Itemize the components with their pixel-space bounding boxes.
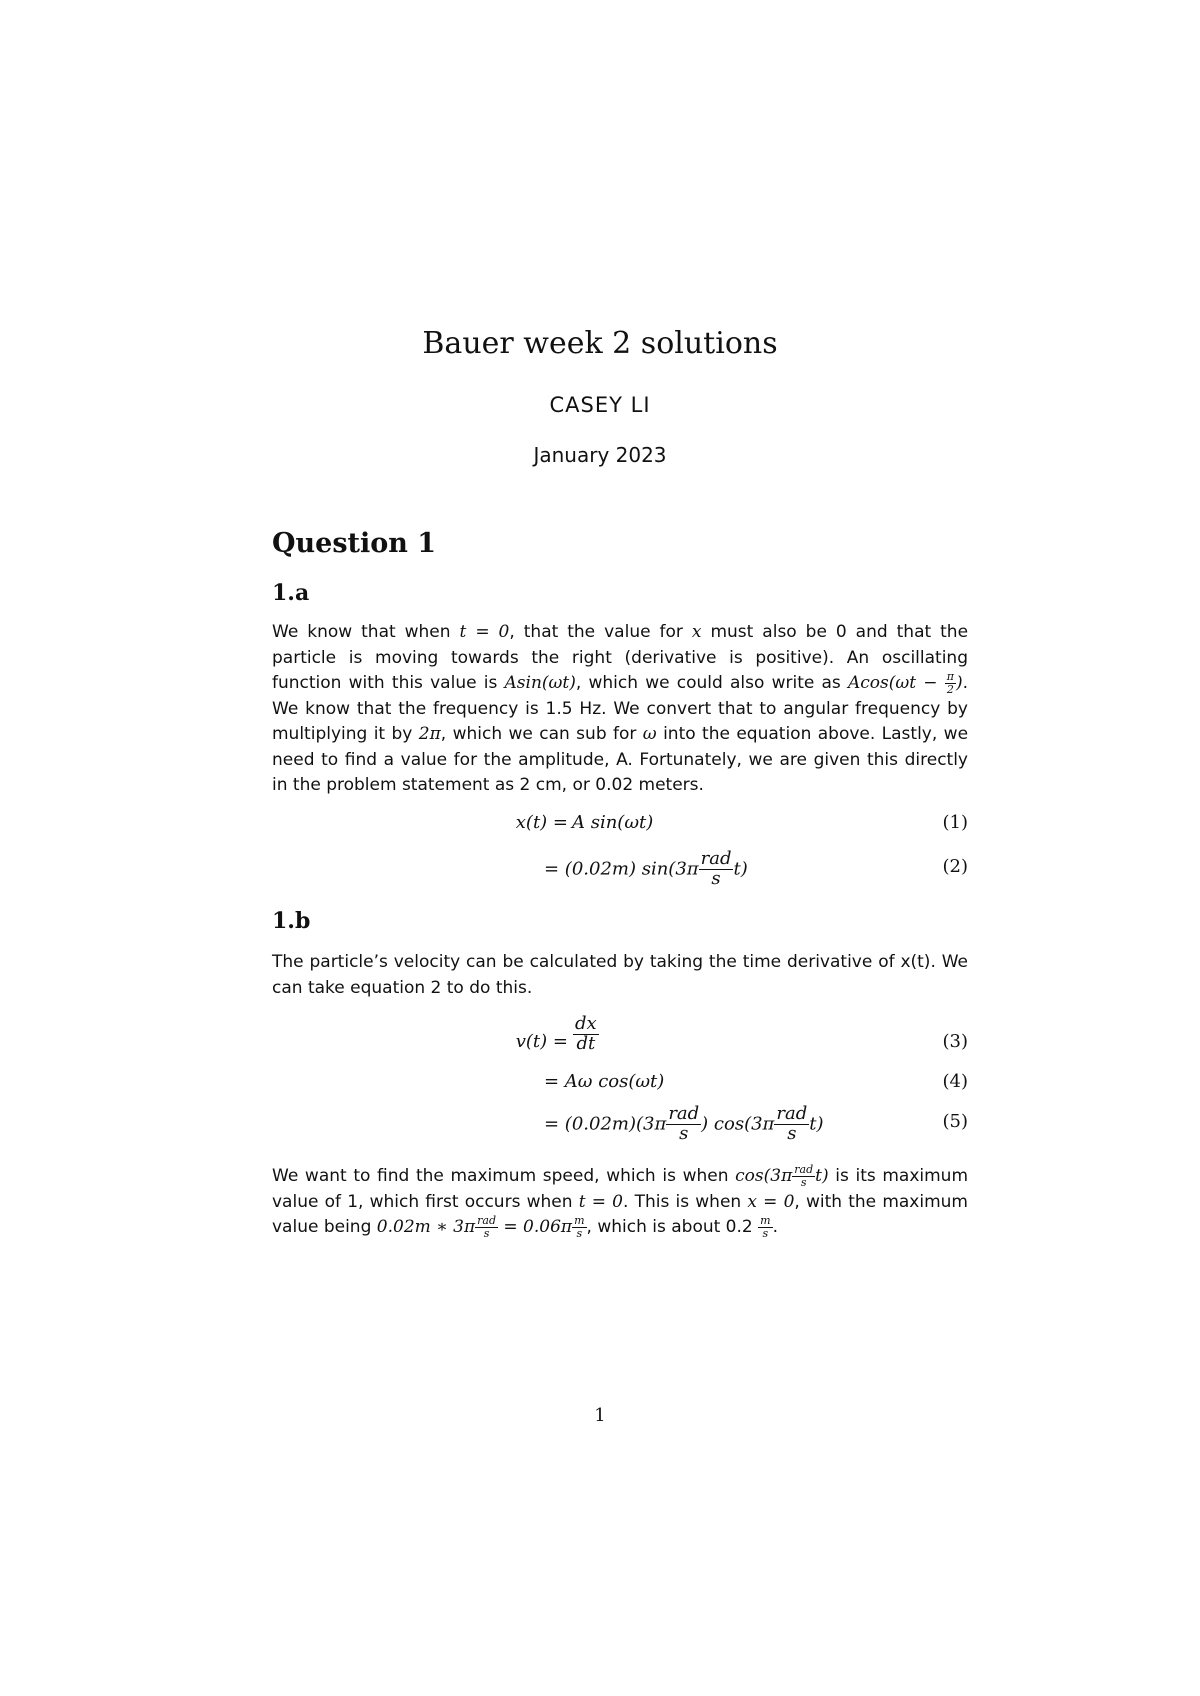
equation-rhs: = Aω cos(ωt) <box>544 1071 665 1092</box>
math-part: cos(3π <box>735 1166 793 1186</box>
equation-4 <box>272 1071 968 1101</box>
fraction-denominator: s <box>483 1227 490 1240</box>
text-span: We know that when <box>272 622 451 642</box>
fraction-denominator: s <box>711 867 721 889</box>
fraction-numerator: rad <box>794 1163 814 1177</box>
equation-5 <box>272 1101 968 1151</box>
equation-number: (4) <box>942 1071 968 1092</box>
text-span: must also be 0 and that the particle is moving towards the right (derivative is positive). An oscillating function with this value is <box>272 622 969 693</box>
text-span: , which we can sub for <box>440 724 637 744</box>
fraction-denominator: s <box>679 1122 689 1144</box>
equation-1 <box>272 812 968 842</box>
text-span: is its maximum value of 1, which first occurs when <box>272 1166 969 1212</box>
equation-rhs <box>544 1105 824 1144</box>
text-span: , that the value for <box>509 622 683 642</box>
text-span: . This is when <box>622 1191 742 1212</box>
fraction <box>573 1015 599 1054</box>
equation-lhs: v(t) = <box>515 1031 568 1052</box>
fraction-numerator: m <box>760 1214 771 1228</box>
text-span: We want to find the maximum speed, which is when <box>272 1166 729 1186</box>
fraction-numerator: rad <box>700 848 732 869</box>
equation-number: (3) <box>942 1031 968 1052</box>
fraction-denominator: 2 <box>946 683 954 696</box>
fraction-denominator: s <box>787 1122 797 1144</box>
author-name: CASEY LI <box>549 393 651 417</box>
equation-2 <box>272 846 968 896</box>
fraction <box>699 850 734 889</box>
fraction <box>475 1215 498 1239</box>
fraction-numerator: π <box>946 670 954 684</box>
paragraph-max-speed <box>272 1164 968 1241</box>
math-part: t) <box>733 858 748 880</box>
inline-math-value <box>376 1214 587 1240</box>
equation-number: (2) <box>942 856 968 877</box>
math-part: ) cos(3π <box>701 1113 775 1135</box>
fraction-denominator: s <box>576 1227 583 1240</box>
math-part: = (0.02m)(3π <box>544 1113 667 1135</box>
inline-math: ω <box>642 724 657 744</box>
fraction-denominator: s <box>762 1227 769 1240</box>
inline-math: x = 0 <box>747 1191 795 1212</box>
paragraph-1b: The particle’s velocity can be calculated by taking the time derivative of x(t). We can take equation 2 to do this. <box>272 952 968 998</box>
math-part: Acos(ωt − <box>848 673 938 693</box>
paragraph-1a <box>272 620 968 799</box>
text-span: , which we could also write as <box>575 673 841 693</box>
equation-number: (5) <box>942 1111 968 1132</box>
inline-math: t = 0 <box>459 622 510 642</box>
equation-rhs <box>544 850 748 889</box>
text-span: , which is about 0.2 <box>586 1217 753 1237</box>
inline-math-units <box>758 1214 772 1240</box>
section-heading-question-1: Question 1 <box>272 528 437 559</box>
equation-lhs: x(t) = <box>515 812 568 833</box>
math-part: = 0.06π <box>503 1217 573 1237</box>
equation-3 <box>272 1015 968 1070</box>
equation-rhs: A sin(ωt) <box>572 812 654 833</box>
fraction-numerator: rad <box>776 1103 808 1124</box>
equation-number: (1) <box>942 812 968 833</box>
inline-math: Asin(ωt) <box>504 673 576 693</box>
subsection-heading-1b: 1.b <box>272 908 311 934</box>
fraction-denominator: s <box>800 1176 807 1189</box>
text-span: . <box>772 1217 778 1237</box>
subsection-heading-1a: 1.a <box>272 580 310 606</box>
fraction <box>758 1215 772 1239</box>
math-part: t) <box>809 1113 824 1135</box>
math-part: ) <box>955 673 963 693</box>
math-part: 0.02m ∗ 3π <box>376 1217 476 1237</box>
text-span: into the equation above. Lastly, we need to find a value for the amplitude, A. Fortunately, we are given this directly in the problem statement as 2 cm, or 0.02 meters. <box>272 724 969 795</box>
inline-math: x <box>691 622 702 642</box>
equation-rhs <box>573 1015 599 1054</box>
inline-math-acos <box>848 670 963 696</box>
fraction <box>572 1215 586 1239</box>
fraction <box>774 1105 809 1144</box>
page-number: 1 <box>594 1405 606 1426</box>
math-part: = (0.02m) sin(3π <box>544 858 699 880</box>
inline-math: 2π <box>418 724 441 744</box>
fraction-numerator: rad <box>668 1103 700 1124</box>
inline-math: t = 0 <box>578 1191 623 1212</box>
inline-math-cos <box>735 1163 829 1189</box>
document-title: Bauer week 2 solutions <box>422 326 778 361</box>
document-date: January 2023 <box>533 443 667 467</box>
fraction <box>945 671 956 695</box>
text-span: , with the maximum value being <box>272 1191 968 1237</box>
fraction-numerator: rad <box>477 1214 496 1228</box>
fraction <box>792 1164 815 1188</box>
math-part: t) <box>815 1166 829 1186</box>
fraction-denominator: dt <box>576 1032 596 1054</box>
fraction <box>666 1105 701 1144</box>
fraction-numerator: dx <box>575 1013 597 1034</box>
fraction-numerator: m <box>574 1214 585 1228</box>
text-span: . We know that the frequency is 1.5 Hz. We convert that to angular frequency by multiplying it by <box>272 673 969 744</box>
